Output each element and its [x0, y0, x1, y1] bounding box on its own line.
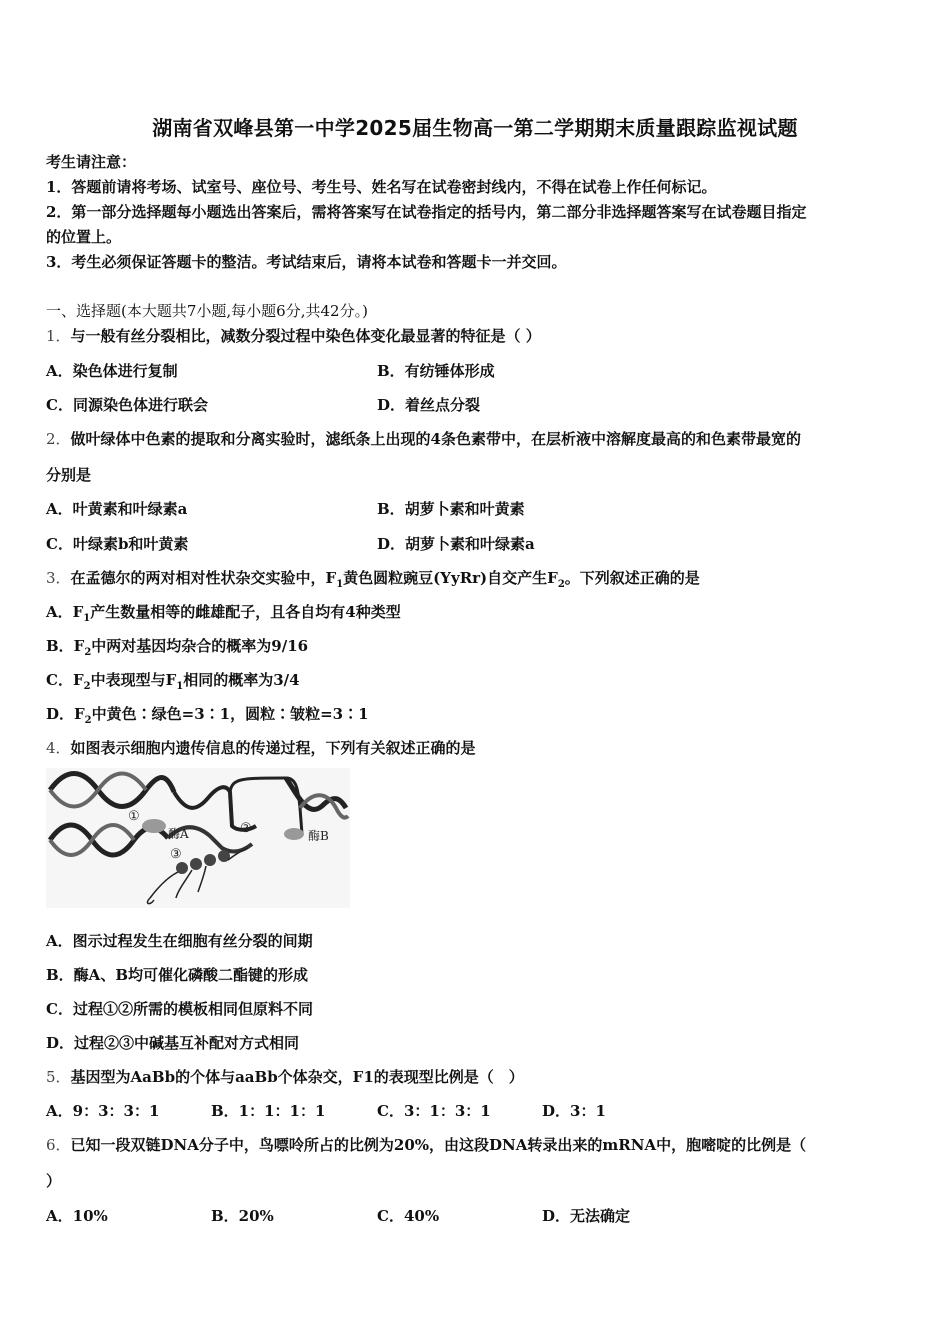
- subscript: 1: [336, 579, 344, 590]
- ribosome: [190, 858, 202, 870]
- option-text: 相同的概率为3/4: [183, 671, 300, 689]
- question-number: 1．: [46, 327, 71, 345]
- question-number: 4．: [46, 739, 71, 757]
- q3-option-d: [46, 704, 369, 724]
- q4-option-a: A．图示过程发生在细胞有丝分裂的间期: [46, 932, 313, 950]
- question-number: 2．: [46, 430, 71, 448]
- label-process-1: ①: [128, 809, 140, 824]
- question-2: [46, 429, 801, 449]
- q5-option-b: B．1：1：1：1: [211, 1102, 326, 1120]
- notice-item-2: 2．第一部分选择题每小题选出答案后，需将答案写在试卷指定的括号内，第二部分非选择题答案写在试卷题目指定: [46, 203, 807, 221]
- q1-option-c: C．同源染色体进行联会: [46, 396, 208, 414]
- question-6: [46, 1135, 806, 1155]
- option-text: 中黄色∶绿色=3∶1，圆粒∶皱粒=3∶1: [91, 705, 369, 723]
- question-6-cont: ）: [46, 1172, 62, 1190]
- page-title: 湖南省双峰县第一中学2025届生物高一第二学期期末质量跟踪监视试题: [152, 116, 798, 140]
- option-text: C．F: [46, 671, 84, 689]
- question-4: [46, 738, 476, 758]
- option-text: D．F: [46, 705, 85, 723]
- q3-option-c: [46, 670, 300, 690]
- notice-item-2-cont: 的位置上。: [46, 228, 122, 246]
- enzyme-b-shape: [284, 828, 304, 840]
- option-text: A．F: [46, 603, 84, 621]
- question-5: [46, 1067, 524, 1087]
- label-process-3: ③: [170, 847, 182, 862]
- q4-option-d: D．过程②③中碱基互补配对方式相同: [46, 1034, 300, 1052]
- question-3: [46, 568, 700, 588]
- notice-item-1: 1．答题前请将考场、试室号、座位号、考生号、姓名写在试卷密封线内，不得在试卷上作任何标记。: [46, 178, 717, 196]
- q1-option-a: A．染色体进行复制: [46, 362, 178, 380]
- option-text: 中两对基因均杂合的概率为9/16: [91, 637, 309, 655]
- label-enzyme-b: 酶B: [308, 829, 329, 843]
- q5-option-d: D．3：1: [542, 1102, 606, 1120]
- q2-option-d: D．胡萝卜素和叶绿素a: [377, 535, 535, 553]
- subscript: 1: [176, 681, 184, 692]
- subscript: 1: [83, 613, 91, 624]
- q4-option-c: C．过程①②所需的模板相同但原料不同: [46, 1000, 313, 1018]
- q1-option-d: D．着丝点分裂: [377, 396, 481, 414]
- question-text: 。下列叙述正确的是: [564, 569, 700, 587]
- question-text: 已知一段双链DNA分子中，鸟嘌呤所占的比例为20%，由这段DNA转录出来的mRNA中，胞嘧啶的比例是（: [70, 1136, 807, 1154]
- question-number: 5．: [46, 1068, 71, 1086]
- q5-option-a: A．9：3：3：1: [46, 1102, 160, 1120]
- subscript: 2: [557, 579, 565, 590]
- option-text: 中表现型与F: [90, 671, 177, 689]
- q1-option-b: B．有纺锤体形成: [377, 362, 495, 380]
- question-text: 基因型为AaBb的个体与aaBb个体杂交，F1的表现型比例是（ ）: [70, 1068, 524, 1086]
- subscript: 2: [83, 681, 91, 692]
- q2-option-a: A．叶黄素和叶绿素a: [46, 500, 188, 518]
- question-2-cont: 分别是: [46, 466, 92, 484]
- option-text: 产生数量相等的雌雄配子，且各自均有4种类型: [90, 603, 401, 621]
- q2-option-b: B．胡萝卜素和叶黄素: [377, 500, 525, 518]
- q3-option-a: [46, 602, 401, 622]
- q6-option-a: A．10%: [46, 1207, 108, 1225]
- question-1: [46, 326, 541, 346]
- question-number: 6．: [46, 1136, 71, 1154]
- dna-replication-figure: [46, 768, 350, 908]
- subscript: 2: [84, 715, 92, 726]
- section-heading: 一、选择题(本大题共7小题,每小题6分,共42分。): [46, 302, 368, 320]
- q6-option-c: C．40%: [377, 1207, 440, 1225]
- question-text: 在孟德尔的两对相对性状杂交实验中，F: [70, 569, 337, 587]
- notice-item-3: 3．考生必须保证答题卡的整洁。考试结束后，请将本试卷和答题卡一并交回。: [46, 253, 567, 271]
- question-text: 做叶绿体中色素的提取和分离实验时，滤纸条上出现的4条色素带中，在层析液中溶解度最高的和色素带最宽的: [70, 430, 801, 448]
- question-text: 黄色圆粒豌豆(YyRr)自交产生F: [343, 569, 558, 587]
- option-text: B．F: [46, 637, 85, 655]
- q6-option-d: D．无法确定: [542, 1207, 631, 1225]
- q3-option-b: [46, 636, 308, 656]
- q2-option-c: C．叶绿素b和叶黄素: [46, 535, 189, 553]
- q4-option-b: B．酶A、B均可催化磷酸二酯键的形成: [46, 966, 308, 984]
- ribosome: [204, 854, 216, 866]
- notice-heading: 考生请注意：: [46, 153, 137, 171]
- subscript: 2: [84, 647, 92, 658]
- question-number: 3．: [46, 569, 71, 587]
- q5-option-c: C．3：1：3：1: [377, 1102, 491, 1120]
- question-text: 与一般有丝分裂相比，减数分裂过程中染色体变化最显著的特征是（ ）: [70, 327, 541, 345]
- question-text: 如图表示细胞内遗传信息的传递过程，下列有关叙述正确的是: [70, 739, 476, 757]
- q6-option-b: B．20%: [211, 1207, 274, 1225]
- enzyme-a-shape: [142, 819, 166, 833]
- label-process-2: ②: [240, 821, 252, 836]
- label-enzyme-a: 酶A: [168, 827, 189, 841]
